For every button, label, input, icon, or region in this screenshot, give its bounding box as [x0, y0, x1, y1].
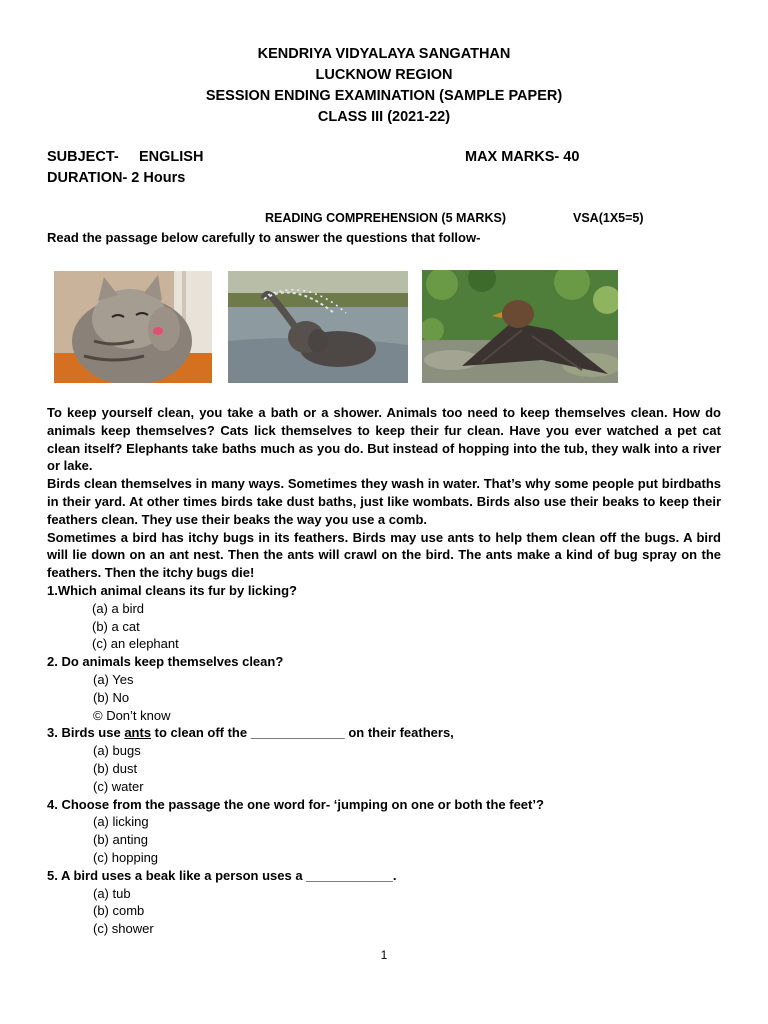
question-5-option-b: (b) comb — [93, 903, 145, 919]
page-number: 1 — [380, 948, 388, 962]
question-3-text-start: 3. Birds use — [47, 725, 125, 741]
cat-photo — [54, 271, 212, 383]
question-3-underlined-word: ants — [124, 725, 152, 741]
elephant-photo — [228, 271, 408, 383]
question-4-option-c: (c) hopping — [93, 849, 159, 865]
instruction-text: Read the passage below carefully to answer the questions that follow- — [47, 230, 481, 245]
subject-value: ENGLISH — [139, 149, 204, 165]
header-line-region: LUCKNOW REGION — [315, 67, 453, 83]
question-1-option-c: (c) an elephant — [92, 636, 179, 652]
questions-section — [47, 582, 721, 938]
question-2: 2. Do animals keep themselves clean? — [47, 654, 284, 670]
question-3-option-a: (a) bugs — [93, 743, 141, 759]
question-2-option-c: © Don’t know — [93, 707, 171, 723]
question-3 — [47, 724, 721, 742]
max-marks: MAX MARKS- 40 — [465, 149, 580, 165]
passage — [47, 404, 721, 582]
question-5-option-a: (a) tub — [93, 885, 131, 901]
question-1-option-a: (a) a bird — [92, 600, 145, 616]
question-2-option-b: (b) No — [93, 689, 130, 705]
question-1-option-b: (b) a cat — [92, 618, 140, 634]
question-2-option-a: (a) Yes — [93, 671, 134, 687]
duration: DURATION- 2 Hours — [47, 170, 186, 186]
section-marks-scheme: VSA(1X5=5) — [573, 211, 644, 225]
question-5-option-c: (c) shower — [93, 921, 154, 937]
passage-paragraph-3: Sometimes a bird has itchy bugs in its feathers. Birds may use ants to help them clean off the bugs. A bird will lie down on an ant nest. Then the ants will crawl on the bird. The ants make a kind of bug spray on the feathers. Then the itchy bugs die! — [47, 529, 721, 581]
cat-illustration — [54, 271, 212, 383]
question-4: 4. Choose from the passage the one word for- ‘jumping on one or both the feet’? — [47, 796, 544, 812]
header-line-org: KENDRIYA VIDYALAYA SANGATHAN — [257, 46, 511, 62]
bird-illustration — [422, 270, 618, 383]
elephant-illustration — [228, 271, 408, 383]
passage-paragraph-2: Birds clean themselves in many ways. Sometimes they wash in water. That’s why some people put birdbaths in their yard. At other times birds take dust baths, just like wombats. Birds also use their beaks to keep their feathers clean. They use their beaks the way you use a comb. — [47, 476, 721, 527]
question-4-option-b: (b) anting — [93, 832, 148, 848]
question-3-option-b: (b) dust — [93, 760, 138, 776]
question-5: 5. A bird uses a beak like a person uses a ____________. — [47, 867, 397, 883]
question-4-option-a: (a) licking — [93, 814, 149, 830]
subject-label: SUBJECT- — [47, 149, 119, 165]
header-line-class: CLASS III (2021-22) — [317, 109, 451, 125]
passage-paragraph-1: To keep yourself clean, you take a bath or a shower. Animals too need to keep themselves clean. How do animals keep themselves? Cats lick themselves to keep their fur clean. Have you ever watched a pet cat clean itself? Elephants take baths much as you do. But instead of hopping into the tub, they walk into a river or lake. — [47, 405, 721, 474]
question-1: 1.Which animal cleans its fur by licking? — [47, 583, 297, 598]
question-3-text-end: to clean off the _____________ on their feathers, — [151, 725, 454, 741]
bird-photo — [422, 270, 618, 383]
question-3-option-c: (c) water — [93, 778, 144, 794]
header-line-exam: SESSION ENDING EXAMINATION (SAMPLE PAPER) — [205, 88, 563, 104]
section-title: READING COMPREHENSION (5 MARKS) — [265, 211, 506, 225]
exam-header — [0, 44, 768, 128]
